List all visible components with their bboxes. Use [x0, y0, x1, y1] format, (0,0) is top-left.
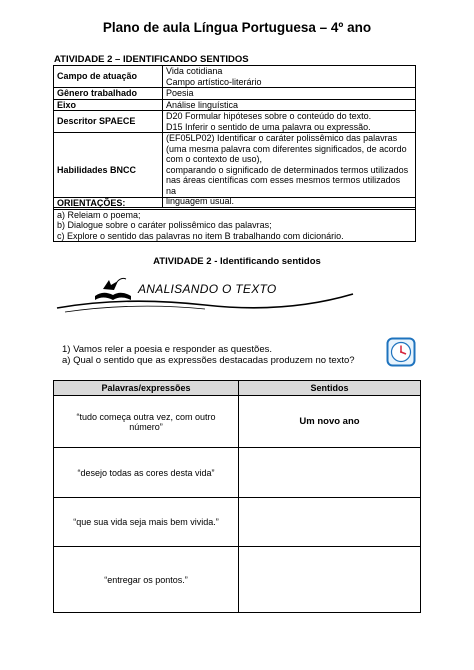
- column-header-sentidos: Sentidos: [239, 381, 421, 396]
- expression-cell: “que sua vida seja mais bem vivida.”: [54, 498, 239, 547]
- answer-table: [53, 380, 421, 613]
- eixo-value: Análise linguística: [163, 99, 416, 111]
- activity-heading: ATIVIDADE 2 – IDENTIFICANDO SENTIDOS: [54, 54, 249, 65]
- table-row: [54, 133, 416, 208]
- meaning-cell[interactable]: [239, 547, 421, 613]
- table-row: [54, 66, 416, 88]
- table-row: [54, 498, 421, 547]
- column-header-expressoes: Palavras/expressões: [54, 381, 239, 396]
- habilidades-line: comparando o significado de determinados termos utilizados: [166, 164, 409, 175]
- descritor-line: D15 Inferir o sentido de uma palavra ou expressão.: [166, 121, 371, 132]
- genero-label: Gênero trabalhado: [54, 88, 163, 100]
- table-row: [54, 111, 416, 133]
- table-row: [54, 88, 416, 100]
- table-row: [54, 396, 421, 448]
- genero-value: Poesia: [163, 88, 416, 100]
- orientacoes-heading: ORIENTAÇÕES:: [54, 198, 415, 210]
- habilidades-line: nas áreas científicas com esses mesmos termos utilizados na: [166, 175, 401, 196]
- habilidades-line: com o contexto de uso),: [166, 154, 263, 164]
- habilidades-line: linguagem usual.: [166, 196, 235, 206]
- campo-value-line: Campo artístico-literário: [166, 76, 262, 87]
- descritor-label: Descritor SPAECE: [54, 111, 163, 133]
- expression-cell: “entregar os pontos.”: [54, 547, 239, 613]
- habilidades-line: (EF05LP02) Identificar o caráter polissêmico das palavras: [166, 133, 398, 143]
- eixo-label: Eixo: [54, 99, 163, 111]
- expression-cell: “tudo começa outra vez, com outro número”: [54, 396, 239, 448]
- question-a: a) Qual o sentido que as expressões destacadas produzem no texto?: [62, 355, 355, 366]
- campo-label: Campo de atuação: [54, 66, 163, 88]
- table-header-row: [54, 381, 421, 396]
- descritor-value: [163, 111, 416, 133]
- table-row: [54, 99, 416, 111]
- meaning-cell[interactable]: [239, 498, 421, 547]
- page-title: Plano de aula Língua Portuguesa – 4º ano: [102, 20, 372, 35]
- clock-icon: [386, 337, 416, 367]
- lesson-info-table: [53, 65, 416, 208]
- habilidades-label: Habilidades BNCC: [54, 133, 163, 208]
- activity-2-title: ATIVIDADE 2 - Identificando sentidos: [153, 256, 321, 267]
- orientacoes-item: c) Explore o sentido das palavras no item B trabalhando com dicionário.: [57, 230, 344, 241]
- table-row: [54, 547, 421, 613]
- campo-value: [163, 66, 416, 88]
- analisando-title: ANALISANDO O TEXTO: [138, 282, 277, 296]
- campo-value-line: Vida cotidiana: [166, 66, 223, 76]
- descritor-line: D20 Formular hipóteses sobre o conteúdo do texto.: [166, 111, 372, 121]
- habilidades-value: [163, 133, 416, 208]
- habilidades-line: (uma mesma palavra com diferentes significados, de acordo: [166, 143, 407, 154]
- question-1: 1) Vamos reler a poesia e responder as questões.: [62, 344, 272, 355]
- expression-cell: “desejo todas as cores desta vida”: [54, 448, 239, 498]
- table-row: [54, 448, 421, 498]
- orientacoes-item: b) Dialogue sobre o caráter polissêmico das palavras;: [57, 220, 272, 230]
- meaning-cell[interactable]: [239, 448, 421, 498]
- meaning-cell[interactable]: Um novo ano: [239, 396, 421, 448]
- orientacoes-item: a) Releiam o poema;: [57, 209, 141, 220]
- orientacoes-box: [53, 197, 416, 242]
